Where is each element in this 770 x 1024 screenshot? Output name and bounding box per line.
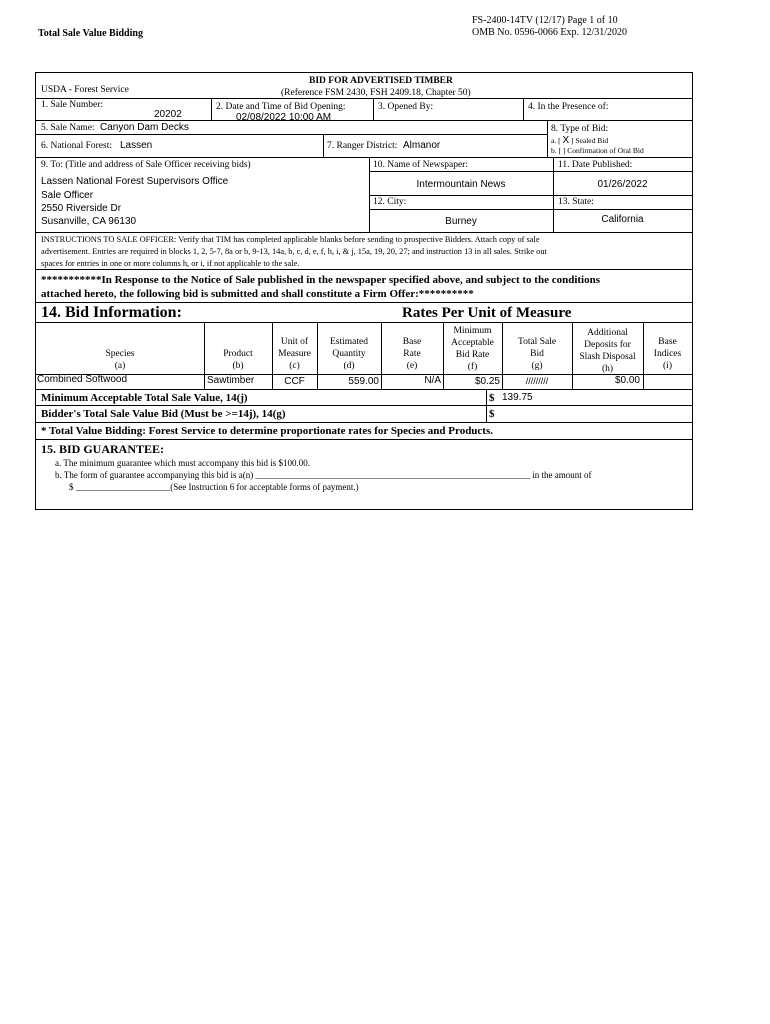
column-header-name: Slash Disposal <box>579 352 636 362</box>
firm-offer-statement: ***********In Response to the Notice of Sale published in the newspaper specified above, and subject to the conditions <box>41 274 601 286</box>
instructions-line: INSTRUCTIONS TO SALE OFFICER: Verify that TIM has completed applicable blanks before sending to prospective Bidders. Attach copy of sale <box>41 235 540 244</box>
total-value-note: * Total Value Bidding: Forest Service to determine proportionate rates for Species and Products. <box>41 425 494 437</box>
column-header-name: Deposits for <box>584 340 631 350</box>
rule <box>523 98 524 120</box>
rule <box>36 302 692 303</box>
column-header-code: (d) <box>343 361 355 371</box>
national-forest-field[interactable]: Lassen <box>120 140 153 151</box>
rule <box>369 171 692 172</box>
bid-information-heading: 14. Bid Information: <box>41 304 182 321</box>
column-header-name: Rate <box>403 349 421 359</box>
document-title: Total Sale Value Bidding <box>38 28 143 39</box>
column-header-slash <box>572 327 643 375</box>
rule <box>36 389 692 390</box>
bid-type-label: 8. Type of Bid: <box>551 124 609 134</box>
column-header-code: (b) <box>232 361 244 371</box>
column-header-name: Additional <box>587 328 628 338</box>
guarantee-minimum: a. The minimum guarantee which must accompany this bid is $100.00. <box>55 458 311 468</box>
rule <box>36 232 692 233</box>
city-label: 12. City: <box>373 197 407 207</box>
column-header-code: (h) <box>601 364 614 374</box>
rule <box>323 134 324 157</box>
species-cell[interactable]: Combined Softwood <box>37 374 128 385</box>
bid-type-suffix: ] Sealed Bid <box>571 136 609 145</box>
state-field[interactable]: California <box>601 214 644 225</box>
bid-form <box>35 72 693 510</box>
column-header-total-bid <box>502 336 572 372</box>
firm-offer-statement: attached hereto, the following bid is submitted and shall constitute a Firm Offer:********** <box>41 288 474 300</box>
bid-guarantee-heading: 15. BID GUARANTEE: <box>41 442 165 456</box>
address-line[interactable]: Sale Officer <box>41 190 94 201</box>
rule <box>36 157 692 158</box>
column-header-product <box>204 348 272 372</box>
column-header-code: (g) <box>531 361 543 371</box>
column-header-name: Unit of <box>280 337 309 347</box>
form-title: BID FOR ADVERTISED TIMBER <box>309 76 453 86</box>
instructions-line: spaces for entries in one or more columns h, or i, if not applicable to the sale. <box>41 259 300 268</box>
presence-label: 4. In the Presence of: <box>528 102 609 112</box>
column-header-name: Base <box>402 337 422 347</box>
column-header-name: Bid Rate <box>455 350 490 360</box>
omb-number: OMB No. 0596-0066 Exp. 12/31/2020 <box>472 27 627 38</box>
date-published-field[interactable]: 01/26/2022 <box>597 179 648 190</box>
ranger-district-field[interactable]: Almanor <box>403 140 441 151</box>
min-total-currency: $ <box>489 392 495 404</box>
sale-officer-label: 9. To: (Title and address of Sale Officer receiving bids) <box>41 160 251 170</box>
column-header-name: Species <box>105 349 135 359</box>
opened-by-label: 3. Opened By: <box>378 102 434 112</box>
rule <box>547 120 548 157</box>
bid-type-oral[interactable]: b. [ ] Confirmation of Oral Bid <box>551 146 644 155</box>
unit-cell[interactable]: CCF <box>284 376 305 387</box>
address-line[interactable]: 2550 Riverside Dr <box>41 203 122 214</box>
column-header-code: (i) <box>663 361 672 371</box>
bid-type-prefix: a. [ <box>551 136 561 145</box>
column-header-base-rate <box>381 336 443 372</box>
state-label: 13. State: <box>558 197 594 207</box>
rule <box>211 98 212 120</box>
min-total-value[interactable]: 139.75 <box>502 392 533 403</box>
bidder-total-label: Bidder's Total Sale Value Bid (Must be >=14j), 14(g) <box>41 408 286 420</box>
newspaper-field[interactable]: Intermountain News <box>416 179 506 190</box>
column-header-unit <box>272 336 317 372</box>
column-header-name: Bid <box>530 349 544 359</box>
rule <box>373 98 374 120</box>
guarantee-form[interactable]: b. The form of guarantee accompanying this bid is a(n) _____________________________________________________________ in the amount of <box>55 470 592 480</box>
column-header-code: (e) <box>406 361 418 371</box>
column-header-indices <box>643 336 692 372</box>
sale-number-label: 1. Sale Number: <box>41 100 104 110</box>
min-rate-cell[interactable]: $0.25 <box>474 376 500 387</box>
column-header-species <box>36 348 204 372</box>
rates-heading: Rates Per Unit of Measure <box>402 305 572 321</box>
bid-type-sealed[interactable] <box>551 137 608 145</box>
instructions-line: advertisement. Entries are required in blocks 1, 2, 5-7, 8a or b, 9-13, 14a, b, c, d, e, f, h, i, & j, 15a, 19, 20, 27; and instruction 13 in all sales. Strike out <box>41 247 547 256</box>
column-header-name: Product <box>223 349 253 359</box>
column-header-name: Minimum <box>453 326 492 336</box>
column-header-quantity <box>317 336 381 372</box>
min-total-label: Minimum Acceptable Total Sale Value, 14(j) <box>41 392 248 404</box>
total-bid-cell[interactable]: ///////// <box>525 376 549 386</box>
rule <box>36 134 547 135</box>
bid-opening-field[interactable]: 02/08/2022 10:00 AM <box>236 112 332 123</box>
bid-opening-label: 2. Date and Time of Bid Opening: <box>216 102 346 112</box>
column-header-name: Estimated <box>330 337 368 347</box>
form-reference: (Reference FSM 2430, FSH 2409.18, Chapter 50) <box>281 88 471 98</box>
ranger-district-label: 7. Ranger District: <box>327 141 398 151</box>
rule <box>36 98 692 99</box>
newspaper-label: 10. Name of Newspaper: <box>373 160 468 170</box>
column-header-name: Measure <box>278 349 311 359</box>
sale-name-label: 5. Sale Name: <box>41 123 95 133</box>
product-cell[interactable]: Sawtimber <box>207 375 255 386</box>
rule <box>36 439 692 440</box>
rule <box>36 422 692 423</box>
column-header-code: (c) <box>289 361 300 371</box>
rule <box>486 389 487 422</box>
quantity-cell[interactable]: 559.00 <box>348 376 379 387</box>
column-header-code: (f) <box>467 362 478 372</box>
base-rate-cell[interactable]: N/A <box>424 375 441 386</box>
sale-number-field[interactable]: 20202 <box>154 109 182 120</box>
rule <box>369 209 692 210</box>
address-line[interactable]: Susanville, CA 96130 <box>41 216 137 227</box>
rule <box>36 269 692 270</box>
rule <box>369 195 692 196</box>
national-forest-label: 6. National Forest: <box>41 141 112 151</box>
column-header-name: Indices <box>653 349 682 359</box>
column-header-min-rate <box>443 325 502 373</box>
form-id: FS-2400-14TV (12/17) Page 1 of 10 <box>472 15 618 26</box>
sale-name-field[interactable]: Canyon Dam Decks <box>100 122 189 133</box>
column-header-name: Total Sale <box>517 337 557 347</box>
guarantee-amount[interactable]: $ _____________________(See Instruction 6 for acceptable forms of payment.) <box>69 482 359 492</box>
slash-cell[interactable]: $0.00 <box>614 375 640 386</box>
bidder-total-currency: $ <box>489 408 495 420</box>
column-header-name: Quantity <box>332 349 366 359</box>
agency-label: USDA - Forest Service <box>41 85 129 95</box>
city-field[interactable]: Burney <box>445 216 477 227</box>
date-published-label: 11. Date Published: <box>558 160 633 170</box>
rule <box>36 322 692 323</box>
column-header-code: (a) <box>114 361 126 371</box>
column-header-name: Acceptable <box>451 338 494 348</box>
rule <box>36 120 692 121</box>
address-line[interactable]: Lassen National Forest Supervisors Office <box>41 176 229 187</box>
sealed-bid-check[interactable]: X <box>562 135 570 146</box>
column-header-name: Base <box>658 337 677 347</box>
rule <box>36 405 692 406</box>
